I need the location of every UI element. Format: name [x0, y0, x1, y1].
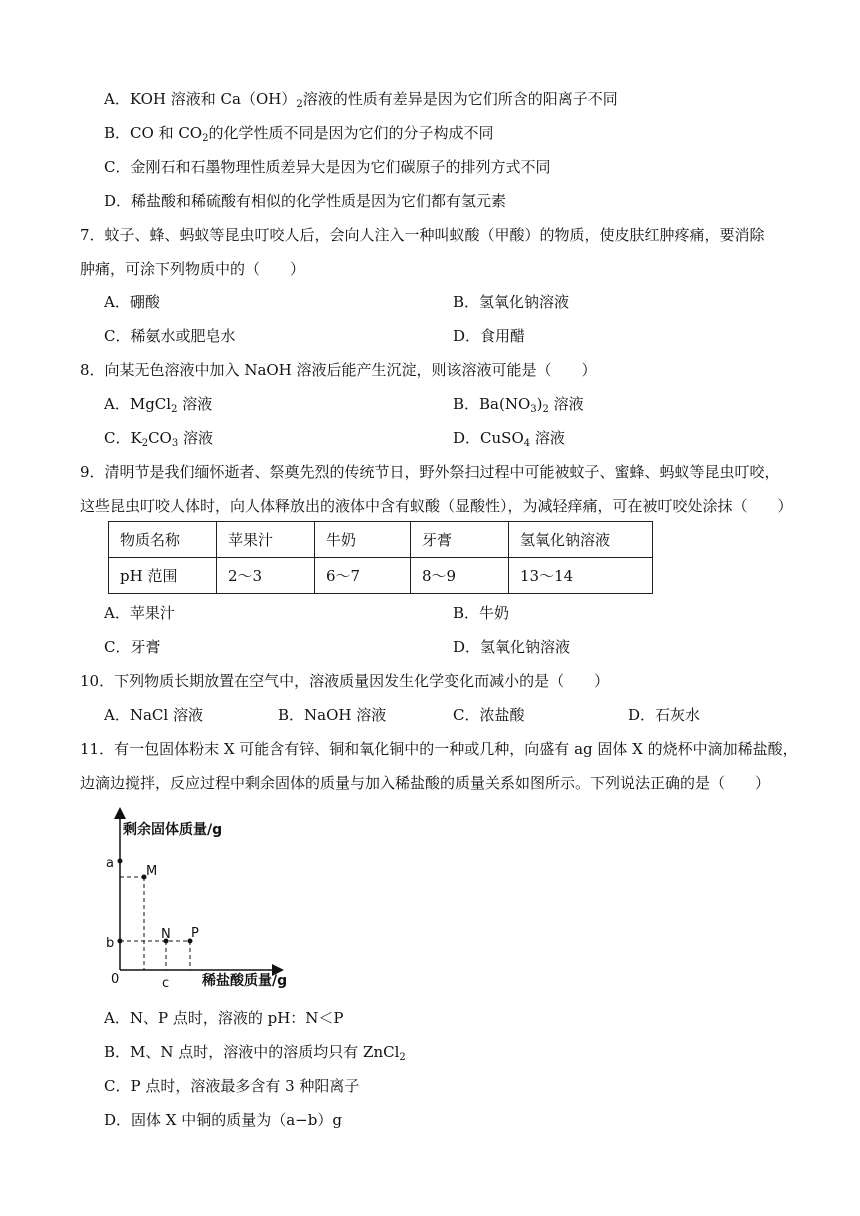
table-cell: 牛奶 [315, 522, 411, 558]
q8-option-a: A．MgCl$_2$ 溶液 [104, 395, 213, 415]
point-a [118, 859, 123, 864]
q7-option-b: B．氢氧化钠溶液 [453, 293, 570, 311]
q11-option-b: B．M、N 点时，溶液中的溶质均只有 ZnCl$_2$ [104, 1043, 406, 1063]
q10-option-a: A．NaCl 溶液 [104, 706, 203, 724]
q10-option-b: B．NaOH 溶液 [278, 706, 387, 724]
q6-option-d: D．稀盐酸和稀硫酸有相似的化学性质是因为它们都有氢元素 [104, 192, 507, 210]
q6-option-b: B．CO 和 $CO_2$的化学性质不同是因为它们的分子构成不同 [104, 124, 494, 144]
q7-option-d: D．食用醋 [453, 327, 526, 345]
p-label: P [191, 926, 199, 941]
table-cell: 苹果汁 [217, 522, 315, 558]
a-label: a [106, 856, 114, 871]
q8-option-c: C．$K_2CO_3$ 溶液 [104, 429, 213, 449]
origin-label: 0 [111, 972, 120, 987]
q7-option-c: C．稀氨水或肥皂水 [104, 327, 236, 345]
table-row [109, 522, 653, 558]
q11-option-c: C．P 点时，溶液最多含有 3 种阳离子 [104, 1077, 360, 1095]
q9-stem-line1: 9．清明节是我们缅怀逝者、祭奠先烈的传统节日，野外祭扫过程中可能被蚊子、蜜蜂、蚂蚁等昆虫叮咬， [80, 463, 780, 481]
table-cell: 氢氧化钠溶液 [509, 522, 653, 558]
table-cell: 牙膏 [411, 522, 509, 558]
point-b [118, 939, 123, 944]
q7-option-a: A．硼酸 [104, 293, 160, 311]
q8-stem: 8．向某无色溶液中加入 NaOH 溶液后能产生沉淀，则该溶液可能是（ ） [80, 361, 597, 379]
q8-option-b: B．$Ba(NO_3)_2$ 溶液 [453, 395, 584, 415]
table-cell: 物质名称 [109, 522, 217, 558]
q11-option-d: D．固体 X 中铜的质量为（a−b）g [104, 1111, 342, 1129]
q11-stem-line1: 11．有一包固体粉末 X 可能含有锌、铜和氧化铜中的一种或几种，向盛有 ag 固体 X 的烧杯中滴加稀盐酸， [80, 740, 798, 758]
x-axis-label: 稀盐酸质量/g [202, 973, 288, 989]
q11-stem-line2: 边滴边搅拌，反应过程中剩余固体的质量与加入稀盐酸的质量关系如图所示。下列说法正确的是（ ） [80, 774, 771, 792]
table-cell: 2～3 [217, 558, 315, 594]
q7-stem-line1: 7．蚊子、蜂、蚂蚁等昆虫叮咬人后，会向人注入一种叫蚁酸（甲酸）的物质，使皮肤红肿疼痛，要消除 [80, 226, 765, 244]
q6-option-a: A．KOH 溶液和 $Ca(OH)_2$溶液的性质有差异是因为它们所含的阳离子不同 [104, 90, 618, 110]
mass-graph [100, 805, 310, 995]
b-label: b [106, 936, 115, 951]
q9-option-d: D．氢氧化钠溶液 [453, 638, 571, 656]
q10-option-d: D．石灰水 [628, 706, 701, 724]
y-axis-label: 剩余固体质量/g [123, 822, 223, 838]
q7-stem-line2: 肿痛，可涂下列物质中的（ ） [80, 260, 306, 278]
table-cell: pH 范围 [109, 558, 217, 594]
q9-option-b: B．牛奶 [453, 604, 510, 622]
q9-option-a: A．苹果汁 [104, 604, 175, 622]
q9-stem-line2: 这些昆虫叮咬人体时，向人体释放出的液体中含有蚁酸（显酸性），为减轻痒痛，可在被叮咬处涂抹（ ） [80, 497, 793, 515]
table-cell: 6～7 [315, 558, 411, 594]
c-label: c [162, 976, 170, 991]
q6-option-c: C．金刚石和石墨物理性质差异大是因为它们碳原子的排列方式不同 [104, 158, 551, 176]
q9-option-c: C．牙膏 [104, 638, 161, 656]
n-label: N [161, 927, 171, 942]
table-row [109, 558, 653, 594]
q10-stem: 10．下列物质长期放置在空气中，溶液质量因发生化学变化而减小的是（ ） [80, 672, 610, 690]
q8-option-d: D．CuSO$_4$ 溶液 [453, 429, 565, 449]
table-cell: 8～9 [411, 558, 509, 594]
table-cell: 13～14 [509, 558, 653, 594]
q10-option-c: C．浓盐酸 [453, 706, 525, 724]
ph-table [108, 521, 653, 594]
q11-option-a: A．N、P 点时，溶液的 pH：N＜P [104, 1009, 344, 1027]
m-label: M [146, 864, 158, 879]
